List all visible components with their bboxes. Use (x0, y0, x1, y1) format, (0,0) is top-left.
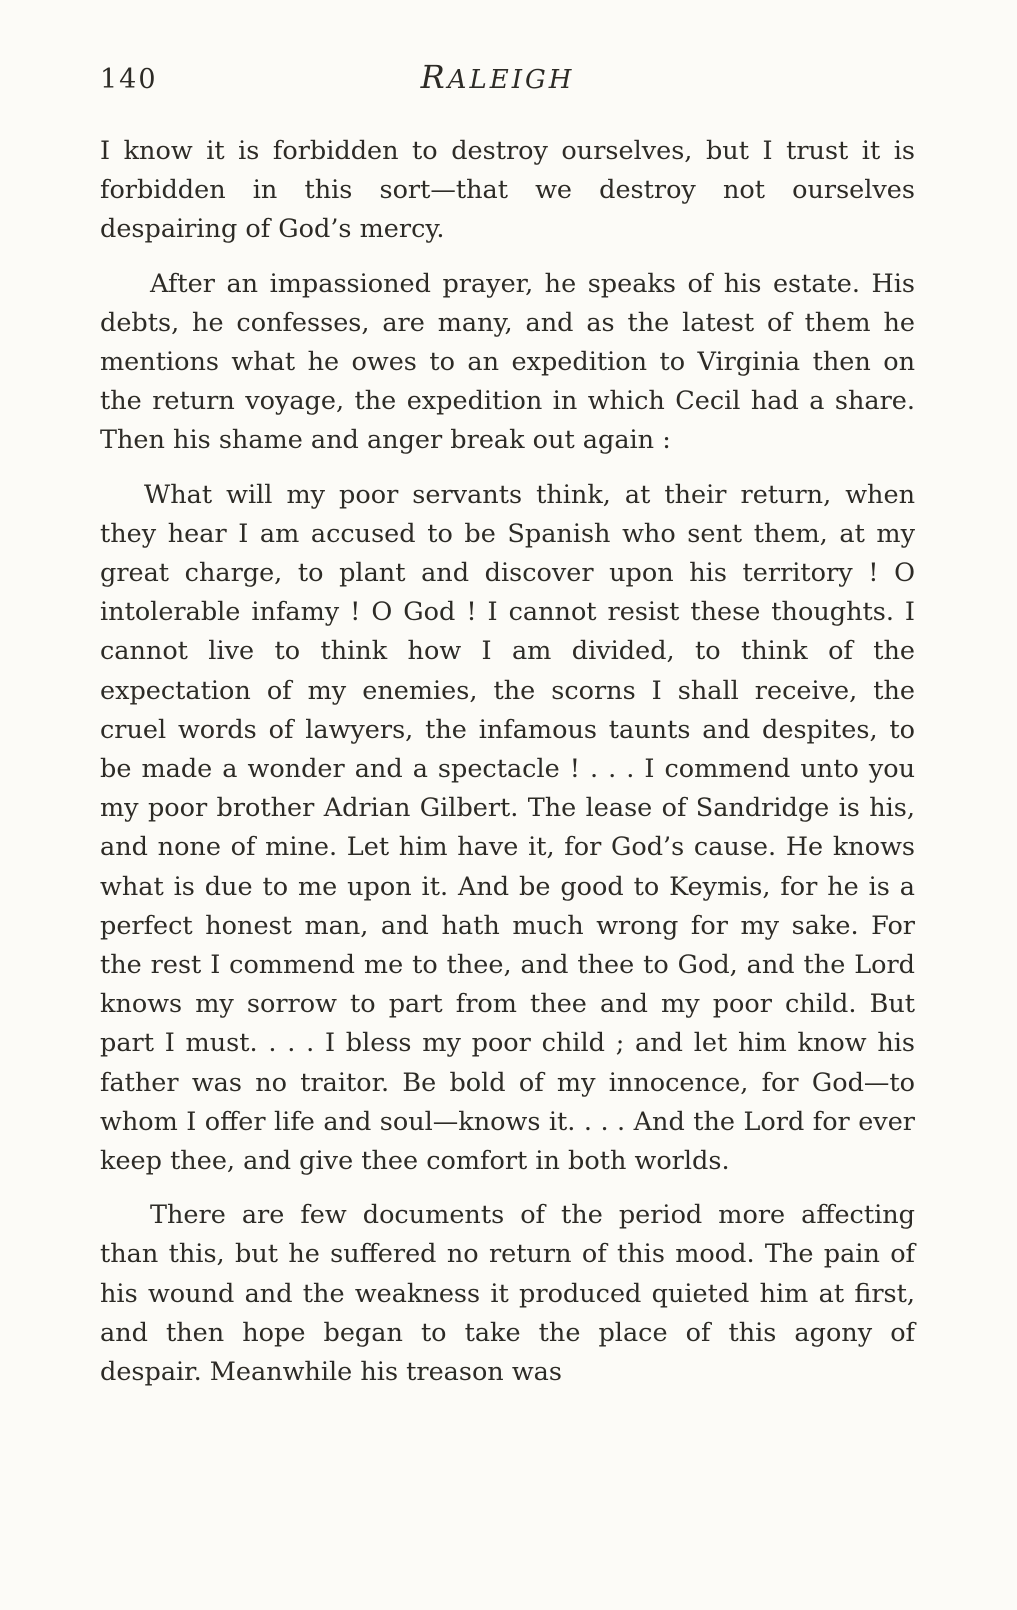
running-title: RALEIGH (420, 58, 575, 96)
text-block (100, 132, 915, 1392)
paragraph-narrative: After an impassioned prayer, he speaks of his estate. His debts, he confesses, are many, and as the latest of them he mentions what he owes to an expedition to Virginia then on the return voyage, the expedition in which Cecil had a share. Then his shame and anger break out again : (100, 268, 915, 456)
paragraph-closing: There are few documents of the period more affecting than this, but he suffered no return of this mood. The pain of his wound and the weakness it produced quieted him at first, and then hope began to take the place of this agony of despair. Meanwhile his treason was (100, 1200, 915, 1388)
paragraph-quote-continuation: I know it is forbidden to destroy ourselves, but I trust it is forbidden in this sort—that we destroy not ourselves despairing of God’s mercy. (100, 136, 915, 245)
page-number: 140 (100, 64, 158, 95)
page-header (100, 58, 915, 104)
paragraph-letter-extract: What will my poor servants think, at their return, when they hear I am accused to be Spanish who sent them, at my great charge, to plant and discover upon his territory ! O intolerable infamy ! O God ! I cannot resist these thoughts. I cannot live to think how I am divided, to think of the expectation of my enemies, the scorns I shall receive, the cruel words of lawyers, the infamous taunts and despites, to be made a wonder and a spectacle ! . . . I commend unto you my poor brother Adrian Gilbert. The lease of Sandridge is his, and none of mine. Let him have it, for God’s cause. He knows what is due to me upon it. And be good to Keymis, for he is a perfect honest man, and hath much wrong for my sake. For the rest I commend me to thee, and thee to God, and the Lord knows my sorrow to part from thee and my poor child. But part I must. . . . I bless my poor child ; and let him know his father was no traitor. Be bold of my innocence, for God—to whom I offer life and soul—knows it. . . . And the Lord for ever keep thee, and give thee comfort in both worlds. (100, 479, 915, 1177)
